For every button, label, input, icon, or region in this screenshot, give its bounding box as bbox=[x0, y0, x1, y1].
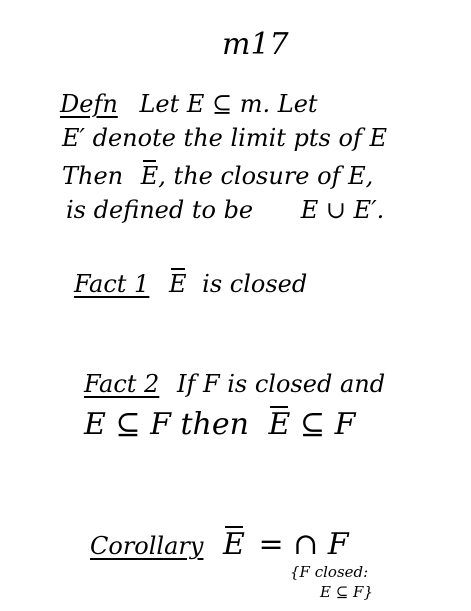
fact1-e-bar: E bbox=[168, 270, 187, 298]
corollary-e-bar: E bbox=[222, 527, 245, 562]
closure-e-bar: E bbox=[140, 162, 159, 190]
corollary-equation: = ∩ F bbox=[258, 527, 349, 562]
fact1-text: is closed bbox=[202, 270, 308, 298]
definition-union: E ∪ E′. bbox=[300, 196, 385, 224]
fact2-line-2-end: ⊆ F bbox=[299, 407, 356, 442]
page-header: m17 bbox=[222, 27, 289, 62]
fact2-e-bar: E bbox=[268, 407, 291, 442]
fact2-line-2-start: E ⊆ F then bbox=[84, 407, 249, 442]
definition-line-2: E′ denote the limit pts of E bbox=[62, 124, 387, 152]
definition-label: Defn bbox=[60, 90, 118, 118]
definition-then: Then bbox=[62, 162, 124, 190]
corollary-subscript-2: E ⊆ F} bbox=[320, 583, 374, 601]
definition-line-4: is defined to be bbox=[66, 196, 254, 224]
fact2-label: Fact 2 bbox=[84, 370, 160, 398]
fact2-line-1: If F is closed and bbox=[176, 370, 386, 398]
fact1-label: Fact 1 bbox=[74, 270, 150, 298]
corollary-label: Corollary bbox=[90, 532, 204, 560]
definition-line-1: Let E ⊆ m. Let bbox=[139, 90, 318, 118]
definition-line-3: , the closure of E, bbox=[158, 162, 374, 190]
fact1-block bbox=[74, 272, 307, 296]
corollary-subscript-1: {F closed: bbox=[290, 563, 369, 581]
